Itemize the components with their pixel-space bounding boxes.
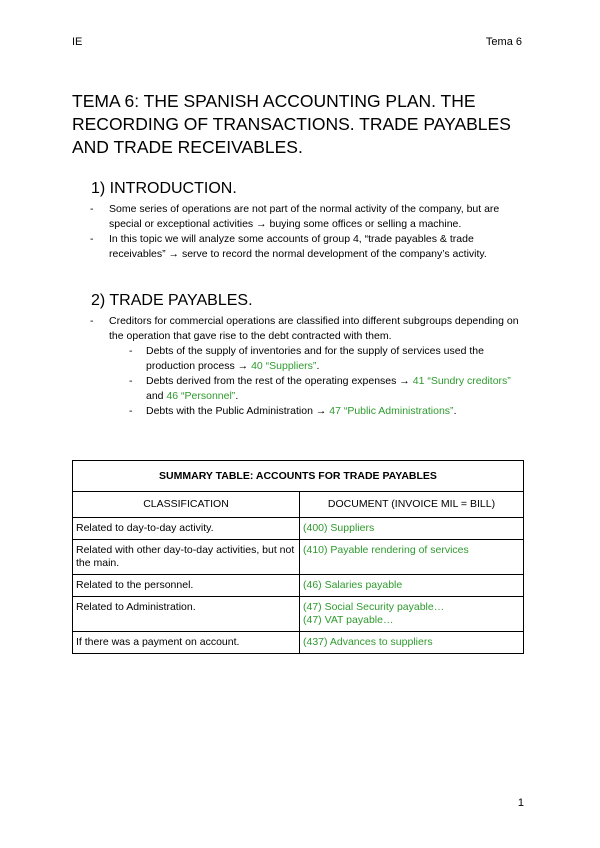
column-header-document: DOCUMENT (INVOICE MIL = BILL) xyxy=(300,492,524,518)
trade-payables-list xyxy=(90,314,530,419)
table-row xyxy=(73,597,524,632)
header-right: Tema 6 xyxy=(485,36,522,48)
cell-classification: If there was a payment on account. xyxy=(73,632,300,654)
table-row xyxy=(73,632,524,654)
sub-list xyxy=(109,344,530,419)
sub-list-item: - Debts with the Public Administration → 47 “Public Administrations”. xyxy=(129,404,530,419)
section-heading-trade-payables: 2) TRADE PAYABLES. xyxy=(91,292,253,309)
list-item xyxy=(90,314,530,419)
table-row xyxy=(73,540,524,575)
sub-list-item: - Debts derived from the rest of the operating expenses → 41 “Sundry creditors” and 46 “Personnel”. xyxy=(129,374,530,404)
list-item: - In this topic we will analyze some accounts of group 4, “trade payables & trade receivables” → serve to record the normal development of the company’s activity. xyxy=(90,232,530,262)
cell-classification: Related to Administration. xyxy=(73,597,300,632)
cell-classification: Related to the personnel. xyxy=(73,575,300,597)
cell-document: (410) Payable rendering of services xyxy=(300,540,524,575)
list-item-text: Creditors for commercial operations are classified into different subgroups depending on the operation that gave rise to the debt contracted with them. xyxy=(109,315,519,342)
cell-document: (47) Social Security payable… (47) VAT payable… xyxy=(300,597,524,632)
summary-table xyxy=(72,460,524,654)
page-number: 1 xyxy=(517,797,524,809)
sub-list-item: - Debts of the supply of inventories and for the supply of services used the production process → 40 “Suppliers”. xyxy=(129,344,530,374)
cell-document: (437) Advances to suppliers xyxy=(300,632,524,654)
document-title: TEMA 6: THE SPANISH ACCOUNTING PLAN. THE RECORDING OF TRANSACTIONS. TRADE PAYABLES AND TRADE RECEIVABLES. xyxy=(72,91,511,157)
account-ref: 40 “Suppliers” xyxy=(251,360,317,372)
account-ref: 41 “Sundry creditors” xyxy=(412,375,511,387)
table-caption: SUMMARY TABLE: ACCOUNTS FOR TRADE PAYABLES xyxy=(73,461,524,492)
cell-classification: Related to day-to-day activity. xyxy=(73,518,300,540)
table-row xyxy=(73,575,524,597)
account-ref: 47 “Public Administrations” xyxy=(329,405,454,417)
introduction-list xyxy=(90,202,530,262)
cell-document: (46) Salaries payable xyxy=(300,575,524,597)
table-caption-row xyxy=(73,461,524,492)
table-row xyxy=(73,518,524,540)
header-left: IE xyxy=(72,36,83,48)
cell-classification: Related with other day-to-day activities, but not the main. xyxy=(73,540,300,575)
section-heading-introduction: 1) INTRODUCTION. xyxy=(91,180,237,197)
cell-document: (400) Suppliers xyxy=(300,518,524,540)
table-header-row xyxy=(73,492,524,518)
column-header-classification: CLASSIFICATION xyxy=(73,492,300,518)
list-item: - Some series of operations are not part of the normal activity of the company, but are special or exceptional activities → buying some offices or selling a machine. xyxy=(90,202,530,232)
account-ref: 46 “Personnel” xyxy=(166,390,236,402)
